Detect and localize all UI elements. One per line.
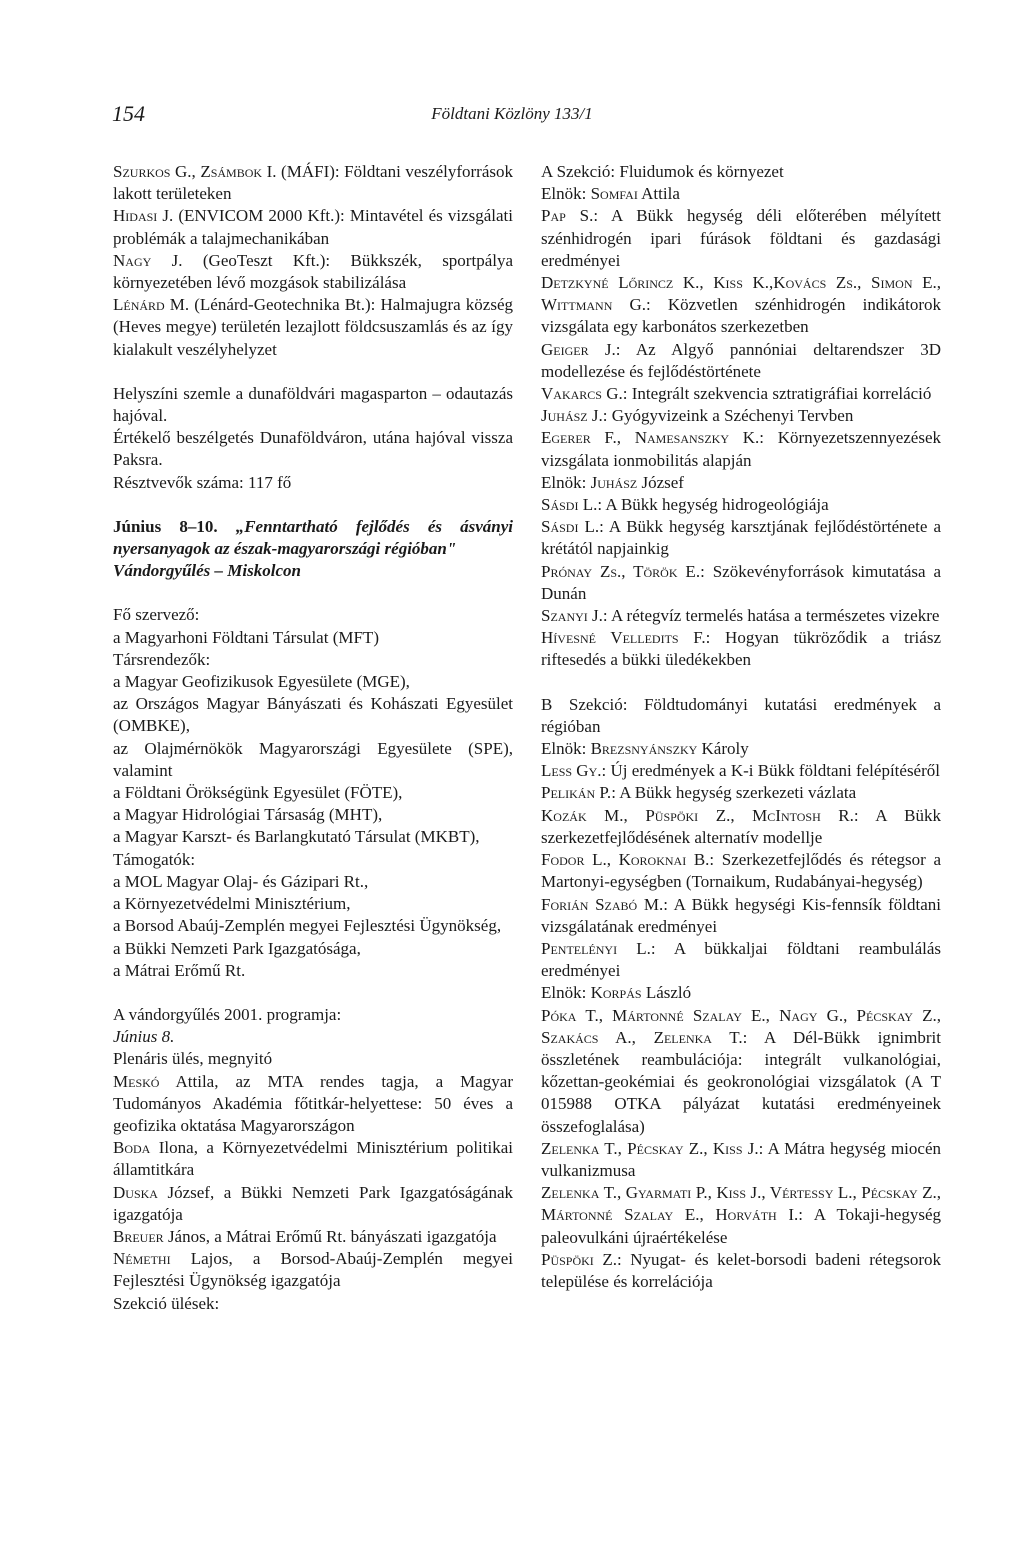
- talk-title: (Lénárd-Geotechnika Bt.): Halmajugra község (Heves megye) területén lezajlott földcsuszamlás és az így kialakult veszélyhelyzet: [113, 295, 513, 359]
- speaker-desc: Attila, az MTA rendes tagja, a Magyar Tudományos Akadémia főtitkár-helyettese: 50 éves a geofizika oktatása Magyarországon: [113, 1071, 513, 1135]
- talk-entry: [541, 627, 941, 671]
- talk-title: : A Mátra hegység miocén vulkanizmusa: [541, 1138, 941, 1180]
- speaker-name: Breuer: [113, 1226, 164, 1246]
- talk-entry: [541, 849, 941, 893]
- chair-label: Elnök:: [541, 472, 591, 492]
- chair-first-name: László: [641, 983, 692, 1003]
- talk-authors: Kozák M., Püspöki Z., McIntosh R.: [541, 805, 854, 825]
- talk-entry: [541, 205, 941, 272]
- org-line: a Magyarhoni Földtani Társulat (MFT): [113, 627, 379, 647]
- talk-authors: Juhász J.: [541, 406, 603, 426]
- program-day: Június 8.: [113, 1027, 175, 1047]
- talk-title: : A Bükk szerkezetfejlődésének alternatív modellje: [541, 805, 942, 847]
- chair-label: Elnök:: [541, 739, 591, 759]
- talk-authors: Pelikán P.: [541, 783, 612, 803]
- talk-title: : A Bükk hegység karsztjának fejlődéstörténete a krétától napjainkig: [541, 517, 941, 559]
- talk-title: : A rétegvíz termelés hatása a természetes vizekre: [602, 606, 940, 626]
- speaker-entry: [113, 1182, 513, 1226]
- talk-title: : A Dél-Bükk ignimbrit összletének reambulációja: integrált vulkanológiai, kőzettan-geokémiai és geokronológiai vizsgálatok (A T 015988 OTKA pályázat kutatási eredményeinek összefoglalása): [541, 1027, 941, 1136]
- talk-entry: [541, 494, 941, 516]
- talk-entry: [541, 339, 941, 383]
- talk-entry: [541, 1005, 941, 1138]
- talk-authors: Sásdi L.: [541, 495, 598, 515]
- talk-entry: [541, 383, 941, 405]
- org-line: a Környezetvédelmi Minisztérium,: [113, 894, 351, 914]
- speaker-entry: [113, 1071, 513, 1138]
- chair-line: [541, 472, 941, 494]
- speaker-desc: Lajos, a Borsod-Abaúj-Zemplén megyei Fejlesztési Ügynökség igazgatója: [113, 1249, 513, 1291]
- chair-line: [541, 738, 941, 760]
- chair-name: Brezsnyánszky: [590, 739, 698, 759]
- talk-authors: Hidasi J.: [113, 206, 174, 226]
- talk-entry: [113, 161, 513, 205]
- talk-entry: [113, 250, 513, 294]
- section-a-title: A Szekció: Fluidumok és környezet: [541, 162, 784, 181]
- talk-entry: [113, 205, 513, 249]
- talk-title: : Integrált szekvencia sztratigráfiai korreláció: [622, 384, 932, 404]
- talk-authors: Szurkos G., Zsámbok I.: [113, 162, 277, 181]
- left-column: [113, 161, 513, 1315]
- talk-entry: [541, 1249, 941, 1293]
- talk-authors: Vakarcs G.: [541, 384, 623, 404]
- speaker-desc: József, a Bükki Nemzeti Park Igazgatóságának igazgatója: [113, 1182, 513, 1224]
- talk-title: : Nyugat- és kelet-borsodi badeni rétegsorok települése és korrelációja: [541, 1249, 941, 1291]
- org-line: Fő szervező:: [113, 605, 200, 625]
- talk-authors: Egerer F., Namesanszky K.: [541, 428, 760, 448]
- section-b-title: B Szekció: Földtudományi kutatási eredmények a régióban: [541, 694, 941, 736]
- talk-authors: Zelenka T., Pécskay Z., Kiss J.: [541, 1138, 759, 1158]
- sessions-heading: Szekció ülések:: [113, 1293, 220, 1313]
- talk-entry: [541, 272, 941, 339]
- plenary-heading: Plenáris ülés, megnyitó: [113, 1049, 273, 1069]
- talk-entry: [541, 782, 941, 804]
- talk-entry: [541, 605, 941, 627]
- speaker-entry: [113, 1137, 513, 1181]
- org-line: a Bükki Nemzeti Park Igazgatósága,: [113, 938, 361, 958]
- talk-authors: Nagy J.: [113, 250, 183, 270]
- talk-authors: Hívesné Velledits F.: [541, 628, 706, 648]
- talk-title: : A Tokaji-hegység paleovulkáni újraértékelése: [541, 1205, 941, 1247]
- talk-authors: Pap S.: [541, 206, 594, 226]
- field-trip-text: Helyszíni szemle a dunaföldvári magasparton – odautazás hajóval.: [113, 383, 513, 426]
- talk-title: : Környezetszennyezések vizsgálata ionmobilitás alapján: [541, 428, 942, 470]
- org-line: a Magyar Hidrológiai Társaság (MHT),: [113, 805, 383, 825]
- event-title: „Fenntartható fejlődés és ásványi nyersanyagok az észak-magyarországi régióban": [113, 516, 513, 559]
- participants-count: Résztvevők száma: 117 fő: [113, 472, 292, 492]
- chair-first-name: József: [637, 472, 684, 492]
- evaluation-text: Értékelő beszélgetés Dunaföldváron, utána hajóval vissza Paksra.: [113, 428, 513, 470]
- event-heading: [113, 516, 513, 560]
- chair-name: Somfai: [590, 184, 638, 204]
- talk-authors: Prónay Zs., Török E.: [541, 561, 701, 581]
- talk-entry: [541, 1138, 941, 1182]
- org-line: a Mátrai Erőmű Rt.: [113, 960, 246, 980]
- talk-authors: Sásdi L.: [541, 517, 600, 537]
- talk-title: : Új eredmények a K-i Bükk földtani felépítéséről: [601, 761, 940, 781]
- talk-title: (GeoTeszt Kft.): Bükkszék, sportpálya környezetében lévő mozgások stabilizálása: [113, 250, 514, 293]
- program-heading: A vándorgyűlés 2001. programja:: [113, 1004, 342, 1024]
- talk-title: : Az Algyő pannóniai deltarendszer 3D modellezése és fejlődéstörténete: [541, 339, 941, 381]
- talk-title: (ENVICOM 2000 Kft.): Mintavétel és vizsgálati problémák a talajmechanikában: [113, 206, 513, 248]
- speaker-name: Meskó: [113, 1071, 160, 1091]
- talk-title: : A bükkaljai földtani reambulálás eredményei: [541, 938, 942, 981]
- running-head: Földtani Közlöny 133/1: [431, 104, 593, 123]
- talk-authors: Szanyi J.: [541, 606, 603, 626]
- org-line: az Országos Magyar Bányászati és Kohászati Egyesület (OMBKE),: [113, 694, 513, 736]
- talk-title: : Szerkezetfejlődés és rétegsor a Martonyi-egységben (Tornaikum, Rudabányai-hegység): [541, 850, 941, 892]
- talk-entry: [113, 294, 513, 361]
- chair-name: Korpás: [590, 983, 642, 1003]
- chair-first-name: Károly: [697, 739, 749, 759]
- talk-authors: Fodor L., Koroknai B.: [541, 850, 710, 870]
- org-line: Támogatók:: [113, 849, 196, 869]
- talk-entry: [541, 938, 941, 982]
- talk-authors: Detzkyné Lőrincz K., Kiss K.,Kovács Zs., Simon E., Wittmann G.: [541, 273, 941, 315]
- org-line: az Olajmérnökök Magyarországi Egyesülete (SPE), valamint: [113, 738, 513, 780]
- chair-label: Elnök:: [541, 983, 591, 1003]
- right-column: [541, 161, 941, 1293]
- talk-title: : A Bükk hegységi Kis-fennsík földtani vizsgálatának eredményei: [541, 894, 941, 936]
- speaker-name: Duska: [113, 1182, 158, 1202]
- talk-authors: Less Gy.: [541, 761, 602, 781]
- talk-authors: Zelenka T., Gyarmati P., Kiss J., Vértessy L., Pécskay Z., Mártonné Szalay E., Horváth I.: [541, 1183, 941, 1225]
- talk-entry: [541, 561, 941, 605]
- speaker-entry: [113, 1248, 513, 1292]
- talk-entry: [541, 1182, 941, 1249]
- event-date: Június 8–10.: [113, 516, 218, 536]
- talk-title: : Hogyan tükröződik a triász riftesedés a bükki üledékekben: [541, 628, 941, 670]
- talk-authors: Lénárd M.: [113, 295, 190, 315]
- talk-authors: Forián Szabó M.: [541, 894, 664, 914]
- talk-entry: [541, 516, 941, 560]
- speaker-entry: [113, 1226, 513, 1248]
- talk-entry: [541, 427, 941, 471]
- org-line: a Földtani Örökségünk Egyesület (FÖTE),: [113, 783, 403, 803]
- speaker-name: Némethi: [113, 1249, 171, 1269]
- talk-title: : A Bükk hegység déli előterében mélyített szénhidrogén ipari fúrások földtani és gazdasági eredményei: [541, 206, 941, 270]
- talk-entry: [541, 805, 941, 849]
- org-line: a Magyar Karszt- és Barlangkutató Társulat (MKBT),: [113, 827, 480, 847]
- org-line: Társrendezők:: [113, 649, 211, 669]
- talk-title: : A Bükk hegység szerkezeti vázlata: [611, 783, 857, 803]
- chair-label: Elnök:: [541, 184, 591, 204]
- chair-first-name: Attila: [637, 184, 680, 204]
- talk-entry: [541, 760, 941, 782]
- chair-line: [541, 183, 941, 205]
- talk-authors: Póka T., Mártonné Szalay E., Nagy G., Pécskay Z., Szakács A., Zelenka T.: [541, 1005, 941, 1047]
- talk-title: : Gyógyvizeink a Széchenyi Tervben: [602, 406, 854, 426]
- talk-title: : Közvetlen szénhidrogén indikátorok vizsgálata egy karbonátos szerkezetben: [541, 295, 941, 337]
- speaker-desc: Ilona, a Környezetvédelmi Minisztérium politikai államtitkára: [113, 1138, 513, 1180]
- talk-authors: Pentelényi L.: [541, 938, 651, 958]
- talk-title: (MÁFI): Földtani veszélyforrások lakott területeken: [113, 162, 513, 204]
- page-number: 154: [112, 101, 145, 126]
- chair-line: [541, 982, 941, 1004]
- speaker-name: Boda: [113, 1138, 151, 1158]
- org-line: a Magyar Geofizikusok Egyesülete (MGE),: [113, 672, 410, 692]
- org-line: a MOL Magyar Olaj- és Gázipari Rt.,: [113, 871, 369, 891]
- talk-title: : Szökevényforrások kimutatása a Dunán: [541, 561, 942, 603]
- talk-authors: Püspöki Z.: [541, 1249, 617, 1269]
- talk-entry: [541, 405, 941, 427]
- speaker-desc: János, a Mátrai Erőmű Rt. bányászati igazgatója: [163, 1226, 497, 1246]
- chair-name: Juhász: [590, 472, 638, 492]
- talk-title: : A Bükk hegység hidrogeológiája: [597, 495, 829, 515]
- talk-authors: Geiger J.: [541, 339, 616, 359]
- org-line: a Borsod Abaúj-Zemplén megyei Fejlesztési Ügynökség,: [113, 916, 502, 936]
- event-subtitle: Vándorgyűlés – Miskolcon: [113, 561, 301, 581]
- talk-entry: [541, 894, 941, 938]
